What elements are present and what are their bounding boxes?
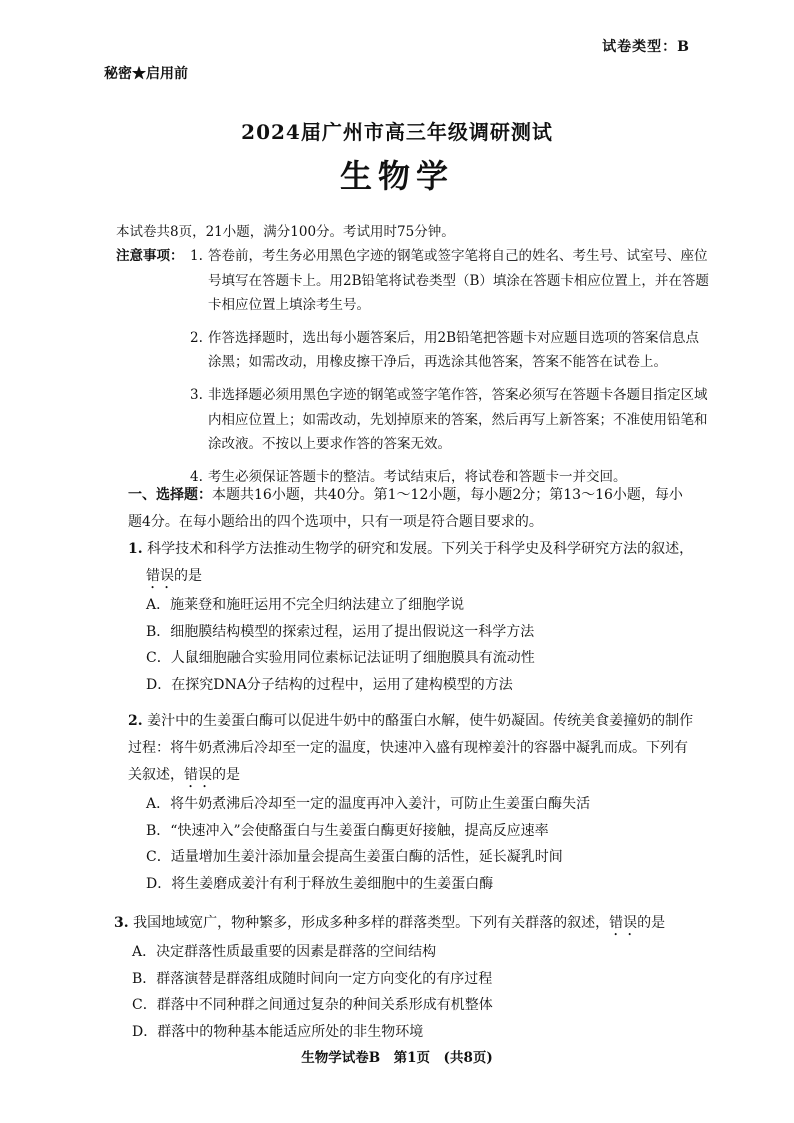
notes-list: [190, 244, 710, 497]
question-number: 2.: [128, 713, 143, 729]
question-stem: [114, 910, 680, 939]
note-number: 4.: [190, 468, 203, 485]
note-number: 2.: [190, 329, 203, 346]
exam-info: 本试卷共8页，21小题，满分100分。考试用时75分钟。: [116, 224, 455, 240]
page-footer: 生物学试卷B 第1页 (共8页): [301, 1050, 493, 1066]
note-text: 作答选择题时，选出每小题答案后，用2B铅笔把答题卡对应题目选项的答案信息点涂黑；如需改动，用橡皮擦干净后，再选涂其他答案，答案不能答在试卷上。: [208, 329, 700, 371]
option-b: B．细胞膜结构模型的探索过程，运用了提出假说这一科学方法: [146, 623, 535, 640]
option-c: C．群落中不同种群之间通过复杂的种间关系形成有机整体: [132, 997, 493, 1013]
option-a: A．将牛奶煮沸后冷却至一定的温度再冲入姜汁，可防止生姜蛋白酶失活: [146, 796, 591, 812]
note-item: [190, 244, 710, 318]
subject-title: 生物学: [339, 157, 454, 195]
option-d: D．群落中的物种基本能适应所处的非生物环境: [132, 1023, 424, 1040]
option-b: B．群落演替是群落组成随时间向一定方向变化的有序过程: [132, 970, 493, 987]
section-heading: [128, 482, 694, 536]
question-stem: [128, 708, 694, 791]
question-stem-text: 科学技术和科学方法推动生物学的研究和发展。下列关于科学史及科学研究方法的叙述，: [147, 541, 694, 557]
question-stem-text: 姜汁中的生姜蛋白酶可以促进牛奶中的酪蛋白水解，使牛奶凝固。传统美食姜撞奶的制作过程：将牛奶煮沸后冷却至一定的温度，快速冲入盛有现榨姜汁的容器中凝乳而成。下列有关叙述，: [128, 713, 694, 783]
note-number: 3.: [190, 386, 203, 403]
paper-type-label: 试卷类型：B: [602, 39, 690, 55]
note-item: [190, 326, 710, 375]
note-text: 非选择题必须用黑色字迹的钢笔或签字笔作答，答案必须写在答题卡各题目指定区域内相应位置上；如需改动，先划掉原来的答案，然后再写上新答案；不准使用铅笔和涂改液。不按以上要求作答的答案无效。: [208, 386, 708, 453]
question-stem-text: 我国地域宽广，物种繁多，形成多种多样的群落类型。下列有关群落的叙述，: [133, 915, 610, 931]
option-d: D．将生姜磨成姜汁有利于释放生姜细胞中的生姜蛋白酶: [146, 875, 494, 892]
emphasis-text: 错误: [184, 767, 212, 783]
confidential-label: 秘密★启用前: [104, 66, 188, 82]
section-text: 本题共16小题，共40分。第1～12小题，每小题2分；第13～16小题，每小题4分。在每小题给出的四个选项中，只有一项是符合题目要求的。: [128, 487, 683, 530]
option-a: A．施莱登和施旺运用不完全归纳法建立了细胞学说: [146, 597, 465, 613]
question-stem: [128, 536, 694, 592]
note-text: 答卷前，考生务必用黑色字迹的钢笔或签字笔将自己的姓名、考生号、试室号、座位号填写在答题卡上。用2B铅笔将试卷类型（B）填涂在答题卡相应位置上，并在答题卡相应位置上填涂考生号。: [208, 248, 709, 314]
note-number: 1.: [190, 248, 203, 264]
question-2: [128, 708, 694, 897]
option-d: D．在探究DNA分子结构的过程中，运用了建构模型的方法: [146, 676, 513, 693]
question-stem-tail: 的是: [174, 568, 202, 584]
notes-label: 注意事项：: [116, 248, 184, 264]
exam-title: 2024届广州市高三年级调研测试: [241, 120, 553, 144]
emphasis-text: 错误: [609, 915, 638, 931]
emphasis-text: 错误: [146, 568, 174, 584]
note-text: 考生必须保证答题卡的整洁。考试结束后，将试卷和答题卡一并交回。: [208, 468, 627, 485]
option-a: A．决定群落性质最重要的因素是群落的空间结构: [132, 944, 437, 960]
option-b: B．“快速冲入”会使酪蛋白与生姜蛋白酶更好接触，提高反应速率: [146, 822, 549, 839]
question-stem-tail: 的是: [637, 915, 666, 931]
question-stem-tail: 的是: [212, 767, 240, 783]
option-c: C．人鼠细胞融合实验用同位素标记法证明了细胞膜具有流动性: [146, 650, 535, 666]
note-item: [190, 383, 710, 457]
question-number: 3.: [114, 915, 129, 931]
question-3: [114, 910, 680, 1045]
question-1: [128, 536, 694, 698]
section-label: 一、选择题：: [128, 487, 212, 503]
question-number: 1.: [128, 541, 143, 557]
option-c: C．适量增加生姜汁添加量会提高生姜蛋白酶的活性，延长凝乳时间: [146, 849, 563, 865]
